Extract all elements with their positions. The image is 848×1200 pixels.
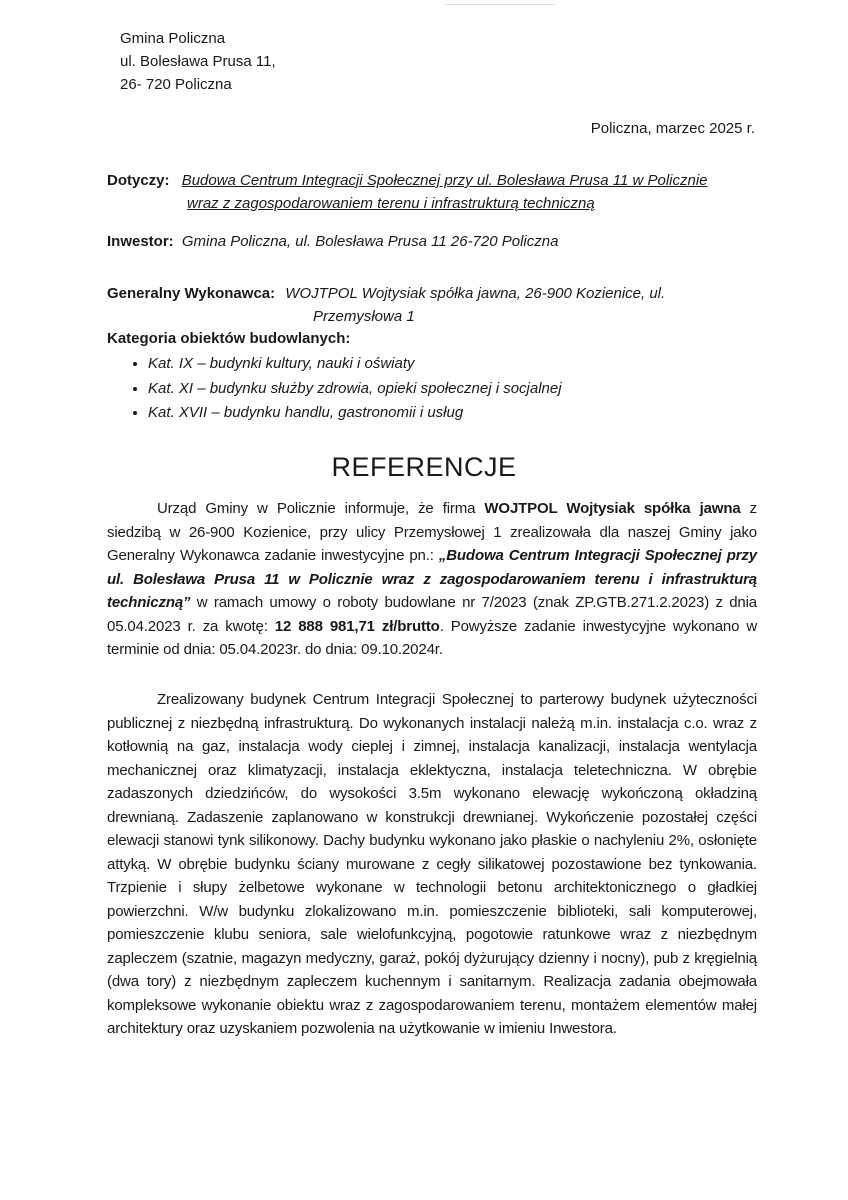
address-line-2: ul. Bolesława Prusa 11, [120,53,276,70]
address-line-1: Gmina Policzna [120,30,226,47]
contract-amount: 12 888 981,71 zł/brutto [274,617,440,635]
company-name: WOJTPOL Wojtysiak spółka jawna [484,500,741,517]
text-run: Urząd Gminy w Policznie informuje, że firma [157,500,485,517]
investor-block [107,233,558,250]
contractor-block [107,285,665,302]
text-run: w ramach umowy o roboty budowlane nr 7/2023 (znak ZP.GTB.271.2.2023) z dnia 05.04.2023 r. za kwotę: [107,594,757,635]
contractor-label: Generalny Wykonawca: [107,285,276,302]
paragraph-1 [107,497,757,662]
investor-label: Inwestor: [107,233,174,250]
subject-line-2: wraz z zagospodarowaniem terenu i infrastrukturą techniczną [187,195,595,212]
subject-label: Dotyczy: [107,172,170,189]
category-item: • Kat. XVII – budynku handlu, gastronomii i usług [148,401,562,426]
subject-block [107,172,708,189]
investor-value: Gmina Policzna, ul. Bolesława Prusa 11 26-720 Policzna [181,233,559,250]
project-name: „Budowa Centrum Integracji Społecznej przy ul. Bolesława Prusa 11 w Policznie wraz z zagospodarowaniem terenu i infrastrukturą techniczną” [107,547,757,611]
category-item: • Kat. IX – budynki kultury, nauki i oświaty [148,352,562,377]
document-title: REFERENCJE [331,452,517,482]
paragraph-2: Zrealizowany budynek Centrum Integracji Społecznej to parterowy budynek użyteczności publicznej z niezbędną infrastrukturą. Do wykonanych instalacji należą m.in. instalacja c.o. wraz z kotłownią na gaz, instalacja wody cieplej i zimnej, instalacja kanalizacji, instalacja wentylacja mechanicznej oraz klimatyzacji, instalacja eklektyczna, instalacja teletechniczna. W obrębie zadaszonych dziedzińców, do wysokości 3.5m wykonano elewację wykończoną okładziną drewnianą. Zadaszenie zaplanowano w konstrukcji drewnianej. Wykończenie pozostałej części elewacji stanowi tynk silikonowy. Dachy budynku wykonano jako płaskie o nachyleniu 2%, osłonięte attyką. W obrębie budynku ściany murowane z cegły silikatowej pozostawione bez tynkowania. Trzpienie i słupy żelbetowe wykonane w technologii betonu architektonicznego o gładkiej powierzchni. W/w budynku zlokalizowano m.in. pomieszczenie biblioteki, sali komputerowej, pomieszczenie klubu seniora, sale wielofunkcyjną, pogotowie ratunkowe wraz z niezbędnym zapleczem (szatnie, magazyn medyczny, garaż, pokój dyżurujący dzienny i nocny), pub z kręgielnią (dwa tory) z niezbędnym zapleczem kuchennym i sanitarnym. Realizacja zadania obejmowała kompleksowe wykonanie obiektu wraz z zagospodarowaniem terenu, montażem elementów małej architektury oraz uzyskaniem pozwolenia na użytkowanie w imieniu Inwestora. [107,691,757,1037]
text-run: z siedzibą w 26-900 Kozienice, przy ulicy Przemysłowej 1 zrealizowała dla naszej Gminy jako Generalny Wykonawca zadanie inwestycyjne pn.: [107,500,757,564]
address-line-3: 26- 720 Policzna [120,76,232,93]
contractor-line-2: Przemysłowa 1 [313,308,415,325]
categories-label: Kategoria obiektów budowlanych: [107,330,351,347]
scan-artifact-line [445,4,555,5]
categories-list [128,352,562,426]
category-item: • Kat. XI – budynku służby zdrowia, opieki społecznej i socjalnej [148,377,562,402]
contractor-line-1: WOJTPOL Wojtysiak spółka jawna, 26-900 Kozienice, ul. [285,285,666,302]
text-run: . Powyższe zadanie inwestycyjne wykonano w terminie od dnia: 05.04.2023r. do dnia: 09.10.2024r. [107,617,758,658]
place-date: Policzna, marzec 2025 r. [590,120,755,137]
subject-line-1: Budowa Centrum Integracji Społecznej przy ul. Bolesława Prusa 11 w Policznie [181,172,708,189]
